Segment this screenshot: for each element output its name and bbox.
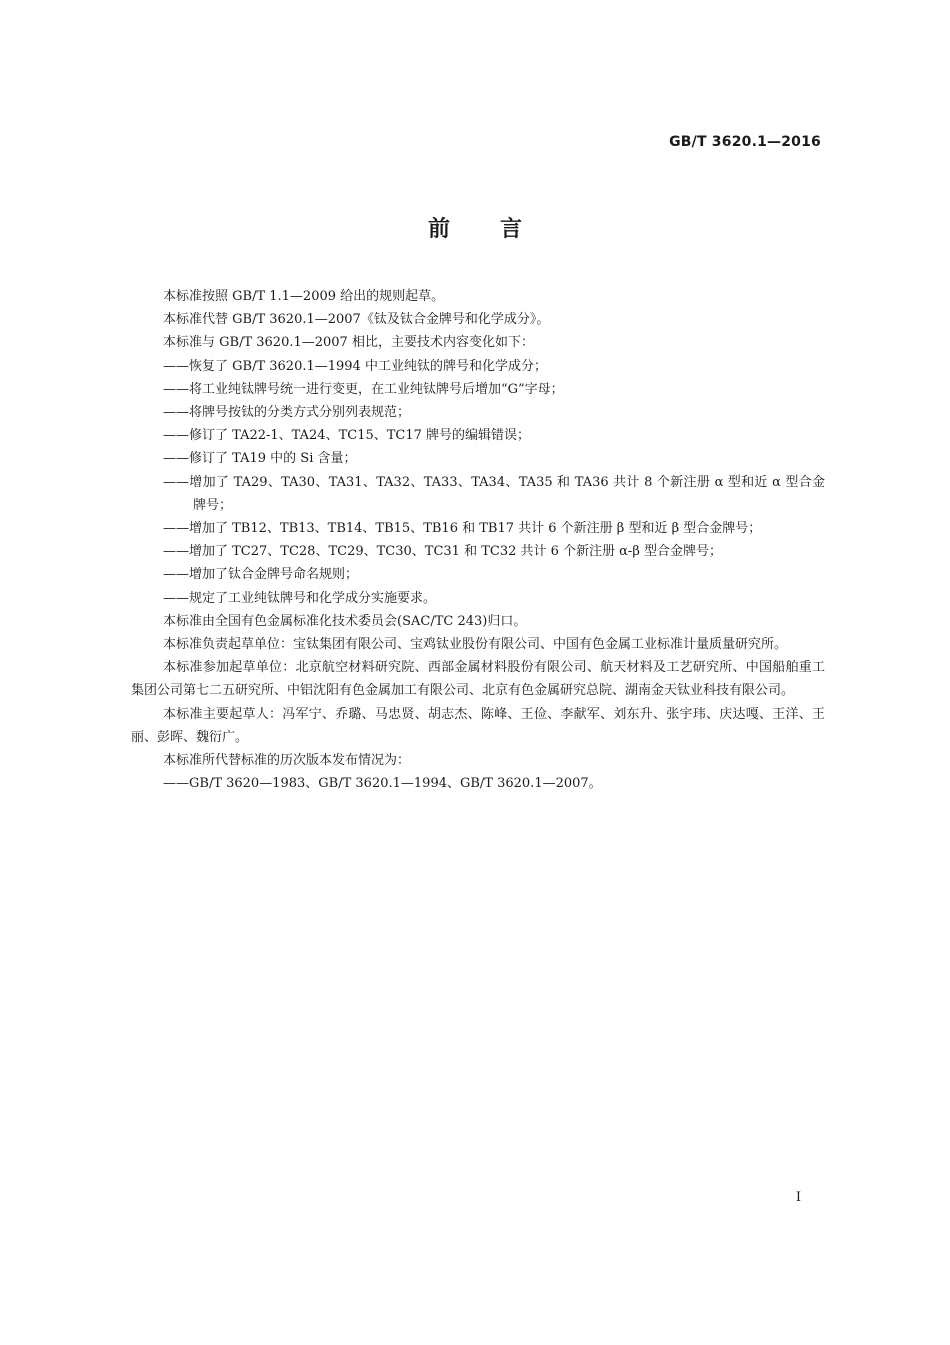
paragraph-lead-drafters: 本标准负责起草单位：宝钛集团有限公司、宝鸡钛业股份有限公司、中国有色金属工业标准计量质量研究所。 (163, 637, 788, 653)
change-item: ——恢复了 GB/T 3620.1—1994 中工业纯钛的牌号和化学成分； (163, 358, 547, 374)
paragraph-history-intro: 本标准所代替标准的历次版本发布情况为： (163, 753, 411, 769)
standard-code: GB/T 3620.1—2016 (669, 134, 821, 150)
paragraph-participating-drafters: 本标准参加起草单位：北京航空材料研究院、西部金属材料股份有限公司、航天材料及工艺研究所、中国船舶重工集团公司第七二五研究所、中铝沈阳有色金属加工有限公司、北京有色金属研究总院、湖南金天钛业科技有限公司。 (131, 660, 825, 699)
title-char-1: 前 (427, 217, 450, 242)
page-title (0, 212, 950, 243)
change-item: ——规定了工业纯钛牌号和化学成分实施要求。 (163, 590, 437, 606)
change-item: ——将工业纯钛牌号统一进行变更，在工业纯钛牌号后增加“G”字母； (163, 381, 564, 397)
paragraph-changes-intro: 本标准与 GB/T 3620.1—2007 相比，主要技术内容变化如下： (163, 335, 534, 351)
paragraph-main-drafters: 本标准主要起草人：冯军宁、乔璐、马忠贤、胡志杰、陈峰、王俭、李献军、刘东升、张宇玮、庆达嘎、王洋、王丽、彭晖、魏衍广。 (131, 706, 825, 745)
title-char-2: 言 (500, 217, 523, 242)
change-item: ——增加了 TC27、TC28、TC29、TC30、TC31 和 TC32 共计 6 个新注册 α-β 型合金牌号； (163, 544, 722, 560)
foreword-body (131, 285, 825, 795)
change-item: ——增加了钛合金牌号命名规则； (163, 567, 359, 583)
paragraph-administered-by: 本标准由全国有色金属标准化技术委员会(SAC/TC 243)归口。 (163, 613, 527, 629)
change-item: ——增加了 TB12、TB13、TB14、TB15、TB16 和 TB17 共计 6 个新注册 β 型和近 β 型合金牌号； (163, 521, 762, 537)
change-item: ——增加了 TA29、TA30、TA31、TA32、TA33、TA34、TA35 和 TA36 共计 8 个新注册 α 型和近 α 型合金牌号； (163, 474, 825, 513)
paragraph-drafting-rule: 本标准按照 GB/T 1.1—2009 给出的规则起草。 (163, 289, 445, 304)
change-item: ——修订了 TA22-1、TA24、TC15、TC17 牌号的编辑错误； (163, 428, 531, 444)
change-item: ——修订了 TA19 中的 Si 含量； (163, 451, 357, 467)
history-item: ——GB/T 3620—1983、GB/T 3620.1—1994、GB/T 3620.1—2007。 (163, 776, 602, 792)
change-item: ——将牌号按钛的分类方式分别列表规范； (163, 405, 411, 421)
page-number: I (795, 1190, 801, 1205)
paragraph-replaces: 本标准代替 GB/T 3620.1—2007《钛及钛合金牌号和化学成分》。 (163, 312, 550, 328)
